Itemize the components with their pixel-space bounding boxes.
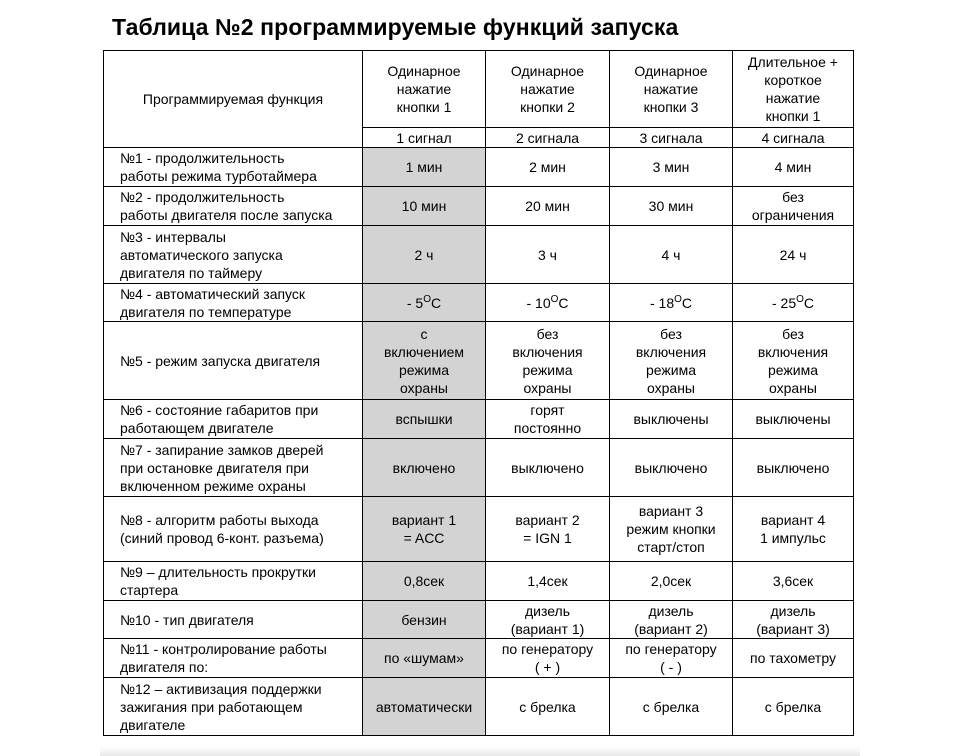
function-line: при остановке двигателя при — [120, 459, 309, 476]
function-line: №1 - продолжительность — [120, 150, 285, 166]
value-cell — [486, 148, 610, 187]
cell-line: выключено — [756, 459, 830, 476]
cell-line: 1 мин — [405, 159, 443, 175]
table-row — [104, 639, 854, 678]
header-col-2-line: нажатие — [520, 81, 575, 97]
signal-cell: 2 сигнала — [486, 128, 610, 148]
cell-line: с брелка — [642, 698, 700, 715]
cell-line: охраны — [769, 379, 817, 396]
cell-line: без — [536, 325, 559, 342]
cell-line: режим кнопки — [626, 521, 716, 537]
cell-line: режима — [398, 361, 449, 378]
function-line: работающем двигателе — [120, 420, 274, 436]
temperature-number: - 25 — [771, 294, 797, 311]
header-col-4-line: кнопки 1 — [765, 108, 821, 124]
cell-line: 10 мин — [401, 198, 447, 214]
cell-line: 0,8сек — [403, 573, 445, 589]
cell-line: 2,0сек — [650, 573, 692, 589]
value-cell — [610, 284, 733, 322]
cell-line: включения — [757, 343, 829, 360]
function-line: №4 - автоматический запуск — [120, 285, 306, 302]
value-cell — [733, 601, 854, 639]
page-title: Таблица №2 программируемые функций запуска — [112, 14, 679, 40]
cell-line: без — [782, 325, 804, 342]
value-cell — [486, 284, 610, 322]
function-line: работы режима турботаймера — [120, 168, 317, 184]
value-cell — [610, 439, 733, 497]
header-row — [104, 51, 854, 128]
function-cell — [104, 148, 363, 187]
cell-line: (вариант 1) — [510, 620, 585, 637]
value-cell — [486, 439, 610, 497]
cell-line: включения — [512, 343, 583, 360]
function-line: №5 - режим запуска двигателя — [120, 352, 321, 369]
function-line: №9 – длительность прокрутки — [120, 564, 316, 580]
value-cell — [363, 601, 486, 639]
value-cell — [733, 400, 854, 439]
header-col-2-line: кнопки 2 — [520, 99, 575, 115]
value-cell — [610, 601, 733, 639]
value-cell — [363, 284, 486, 322]
cell-line: ограничения — [751, 207, 835, 223]
header-col-2-line: Одинарное — [510, 63, 585, 79]
value-cell — [486, 322, 610, 400]
cell-line: с брелка — [764, 698, 822, 715]
value-cell — [733, 226, 854, 284]
function-line: №11 - контролирование работы — [120, 641, 327, 657]
cell-line: ( - ) — [660, 659, 682, 675]
cell-line: 30 мин — [648, 198, 694, 214]
function-line: включенном режиме охраны — [120, 477, 306, 494]
value-cell — [363, 148, 486, 187]
cell-line: дизель — [524, 602, 571, 619]
function-cell — [104, 284, 363, 322]
cell-line: дизель — [648, 602, 694, 619]
cell-line: 1,4сек — [527, 573, 568, 589]
signal-cell: 4 сигнала — [733, 128, 854, 148]
value-cell — [733, 187, 854, 226]
value-cell — [610, 639, 733, 678]
value-cell — [610, 497, 733, 562]
header-col-3-line: нажатие — [643, 81, 699, 97]
function-cell — [104, 226, 363, 284]
signal-cell: 1 сигнал — [363, 128, 486, 148]
cell-line: включения — [635, 343, 707, 360]
table-row — [104, 226, 854, 284]
cell-line: с брелка — [519, 698, 576, 715]
cell-line: режима — [645, 361, 696, 378]
function-cell — [104, 562, 363, 601]
temperature-unit: C — [681, 294, 693, 311]
function-cell — [104, 187, 363, 226]
cell-line: (вариант 3) — [756, 620, 830, 637]
cell-line: старт/стоп — [637, 539, 705, 555]
cell-line: режима — [767, 361, 818, 378]
value-cell — [733, 497, 854, 562]
function-cell — [104, 601, 363, 639]
cell-line: с — [420, 325, 428, 342]
cell-line: режима — [522, 361, 573, 378]
header-col-4-line: нажатие — [765, 90, 821, 106]
value-cell — [363, 439, 486, 497]
value-cell — [363, 400, 486, 439]
header-col-1-line: кнопки 1 — [396, 99, 452, 115]
degree-mark: O — [550, 293, 559, 305]
header-col-3-line: Одинарное — [634, 63, 708, 79]
function-cell — [104, 678, 363, 736]
function-line: (синий провод 6-конт. разъема) — [120, 530, 324, 546]
function-cell — [104, 639, 363, 678]
page-bottom-edge — [100, 746, 860, 756]
header-col-1 — [363, 51, 486, 128]
table-row — [104, 284, 854, 322]
value-cell — [486, 562, 610, 601]
value-cell — [733, 678, 854, 736]
cell-line: автоматически — [375, 698, 473, 715]
value-cell — [610, 148, 733, 187]
degree-mark: O — [423, 293, 431, 305]
function-line: №3 - интервалы — [120, 228, 226, 245]
function-line: двигателя по температуре — [120, 303, 292, 320]
value-cell — [610, 187, 733, 226]
cell-line: горят — [530, 402, 565, 418]
table-row — [104, 400, 854, 439]
cell-line: охраны — [523, 379, 572, 396]
signal-cell: 3 сигнала — [610, 128, 733, 148]
value-cell — [363, 562, 486, 601]
header-col-4 — [733, 51, 854, 128]
cell-line: 4 мин — [774, 159, 812, 175]
cell-line: охраны — [400, 379, 448, 396]
function-cell — [104, 400, 363, 439]
cell-line: = ACC — [403, 530, 445, 546]
degree-mark: O — [674, 293, 682, 305]
table-row — [104, 322, 854, 400]
header-col-4-line: Длительное + — [748, 54, 838, 70]
function-line: зажигания при работающем — [120, 698, 303, 715]
value-cell — [733, 639, 854, 678]
function-cell — [104, 322, 363, 400]
cell-line: выключены — [755, 411, 831, 427]
function-cell — [104, 497, 363, 562]
value-cell — [486, 187, 610, 226]
table-row — [104, 497, 854, 562]
function-line: №12 – активизация поддержки — [120, 680, 322, 697]
cell-line: по тахометру — [750, 650, 836, 666]
value-cell — [486, 497, 610, 562]
function-line: двигателе — [120, 716, 186, 733]
cell-line: включением — [383, 343, 465, 360]
value-cell — [486, 678, 610, 736]
header-col-3-line: кнопки 3 — [643, 99, 699, 115]
cell-line: дизель — [770, 602, 816, 619]
cell-line: выключено — [511, 459, 584, 476]
value-cell — [363, 497, 486, 562]
cell-line: вспышки — [395, 411, 453, 427]
value-cell — [610, 322, 733, 400]
table-body — [104, 51, 854, 736]
function-line: №10 - тип двигателя — [120, 611, 254, 628]
value-cell — [486, 639, 610, 678]
function-line: стартера — [120, 582, 179, 598]
value-cell — [610, 400, 733, 439]
temperature-unit: C — [803, 294, 815, 311]
cell-line: без — [660, 325, 682, 342]
function-line: автоматического запуска — [120, 246, 283, 263]
cell-line: 3 мин — [652, 159, 690, 175]
value-cell — [363, 187, 486, 226]
function-line: двигателя по: — [120, 659, 209, 675]
table-row — [104, 601, 854, 639]
cell-line: постоянно — [513, 420, 582, 436]
cell-line: без — [782, 189, 804, 205]
table-row — [104, 187, 854, 226]
functions-table — [103, 50, 854, 736]
cell-line: по «шумам» — [384, 650, 464, 666]
value-cell — [363, 639, 486, 678]
temperature-value — [614, 294, 728, 312]
value-cell — [363, 322, 486, 400]
value-cell — [733, 284, 854, 322]
value-cell — [733, 148, 854, 187]
temperature-value — [490, 294, 605, 312]
cell-line: вариант 4 — [760, 512, 826, 528]
value-cell — [610, 226, 733, 284]
function-line: двигателя по таймеру — [120, 264, 263, 281]
value-cell — [733, 439, 854, 497]
cell-line: 2 мин — [529, 159, 566, 175]
value-cell — [486, 226, 610, 284]
temperature-number: - 18 — [649, 294, 675, 311]
function-line: №7 - запирание замков дверей — [120, 441, 324, 458]
cell-line: 3,6сек — [772, 573, 814, 589]
temperature-number: - 10 — [526, 294, 551, 311]
degree-mark: O — [796, 293, 804, 305]
header-col-3 — [610, 51, 733, 128]
cell-line: выключено — [634, 459, 708, 476]
cell-line: (вариант 2) — [634, 620, 708, 637]
cell-line: по генератору — [501, 641, 594, 657]
cell-line: выключены — [633, 411, 709, 427]
cell-line: 2 ч — [414, 246, 434, 263]
cell-line: вариант 3 — [638, 503, 704, 519]
value-cell — [363, 226, 486, 284]
cell-line: вариант 2 — [515, 512, 580, 528]
header-col-4-line: короткое — [764, 72, 822, 88]
temperature-number: - 5 — [406, 294, 424, 311]
value-cell — [733, 322, 854, 400]
value-cell — [363, 678, 486, 736]
function-line: работы двигателя после запуска — [120, 207, 333, 223]
header-function-cell: Программируемая функция — [104, 51, 363, 148]
table-row — [104, 439, 854, 497]
cell-line: по генератору — [625, 641, 717, 657]
table-row — [104, 678, 854, 736]
value-cell — [486, 400, 610, 439]
cell-line: ( + ) — [534, 659, 561, 675]
cell-line: бензин — [401, 611, 447, 628]
cell-line: вариант 1 — [391, 512, 457, 528]
cell-line: охраны — [647, 379, 695, 396]
header-col-2 — [486, 51, 610, 128]
table-row — [104, 148, 854, 187]
function-line: №8 - алгоритм работы выхода — [120, 512, 319, 528]
function-cell — [104, 439, 363, 497]
header-col-1-line: нажатие — [396, 81, 452, 97]
function-line: №6 - состояние габаритов при — [120, 402, 319, 418]
value-cell — [610, 678, 733, 736]
cell-line: 1 импульс — [760, 530, 826, 546]
cell-line: 24 ч — [779, 246, 807, 263]
function-line: №2 - продолжительность — [120, 189, 285, 205]
header-col-1-line: Одинарное — [387, 63, 461, 79]
cell-line: 3 ч — [538, 246, 557, 263]
temperature-value — [367, 294, 481, 312]
temperature-value — [737, 294, 849, 312]
temperature-unit: C — [431, 294, 442, 311]
cell-line: включено — [392, 459, 456, 476]
cell-line: = IGN 1 — [523, 530, 572, 546]
value-cell — [610, 562, 733, 601]
cell-line: 20 мин — [525, 198, 570, 214]
value-cell — [486, 601, 610, 639]
value-cell — [733, 562, 854, 601]
temperature-unit: C — [558, 294, 569, 311]
table-row — [104, 562, 854, 601]
cell-line: 4 ч — [661, 246, 681, 263]
